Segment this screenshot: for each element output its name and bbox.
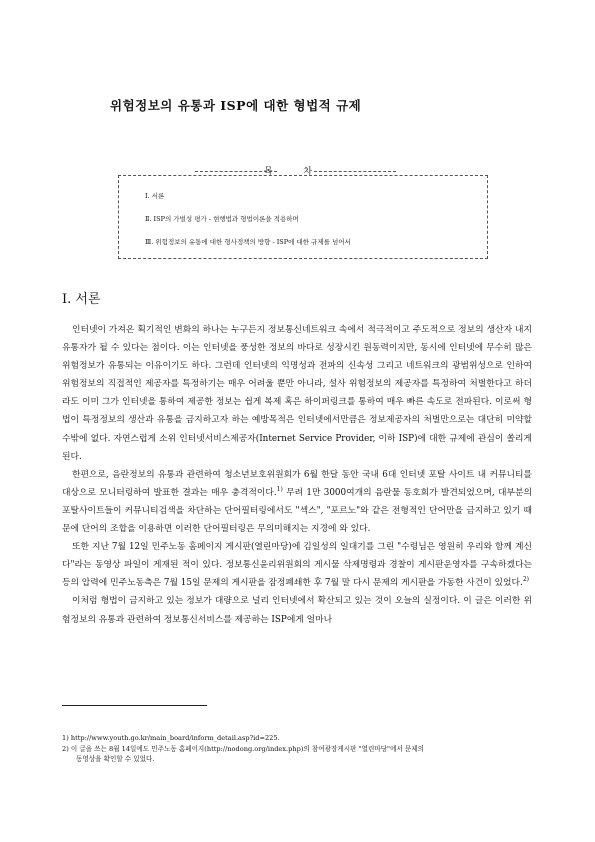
toc-item-3: Ⅲ. 위험정보의 유통에 대한 형사정책의 방향 - ISP에 대한 규제를 넘어서 — [145, 238, 351, 246]
section-heading: Ⅰ. 서론 — [62, 292, 101, 307]
footnote-ref: 2) — [522, 576, 529, 584]
toc-label: 목 차 — [263, 167, 327, 177]
footnote-divider — [62, 705, 207, 706]
paragraph-text: 인터넷이 가져온 획기적인 변화의 하나는 누구든지 정보통신네트워크 속에서 적극적이고 주도적으로 정보의 생산자 내지 유통자가 될 수 있다는 점이다. 이는 인터넷을 풍성한 정보의 바다로 성장시킨 원동력이지만, 동시에 인터넷에 무수히 많은 위험정보가 유통되는 이유이기도 하다. 그런데 인터넷의 익명성과 전파의 신속성 그리고 네트워크의 광범위성으로 인하여 위험정보의 직접적인 제공자를 특정하기는 매우 어려울 뿐만 아니라, 설사 위험정보의 제공자를 특정하여 처벌한다고 하더라도 이미 그가 인터넷을 통하여 제공한 정보는 쉽게 복제 혹은 하이퍼링크를 통하여 매우 빠른 속도로 전파된다. 이로써 형법이 특정정보의 생산과 유통을 금지하고자 하는 예방목적은 인터넷에서만큼은 정보제공자의 처벌만으로는 대단히 미약할 수밖에 없다. 자연스럽게 소위 인터넷서비스제공자(Internet Service Provider, 이하 ISP)에 대한 규제에 관심이 쏠리게 된다. — [62, 325, 532, 462]
paragraph — [62, 466, 532, 538]
paragraph-text: 무려 1만 3000여개의 음란물 동호회가 발견되었으며, 대부분의 포탈사이트들이 커뮤니티검색을 차단하는 단어필터링에서도 "섹스", "포르노"와 같은 전형적인 단어만을 금지하고 있기 때문에 단어의 조합을 이용하면 이러한 단어필터링은 무의미해지는 지경에 와 있다. — [62, 487, 532, 535]
footnote-2-continuation: 동영상을 확인할 수 있었다. — [76, 755, 155, 763]
footnote-2: 2) 이 글을 쓰는 8월 14일에도 민주노동 홈페이지(http://nodong.org/index.php)의 참여광장게시판 "열린마당"에서 문제의 — [62, 744, 425, 753]
paragraph — [62, 321, 532, 466]
toc-item-1: Ⅰ. 서론 — [145, 192, 165, 200]
footnote-ref: 1) — [276, 485, 283, 493]
paragraph-text: 또한 지난 7월 12일 민주노동 홈페이지 게시판(열린마당)에 김일성의 일대기를 그린 "수령님은 영원히 우리와 함께 계신다"라는 동영상 파일이 게재된 적이 있다. 정보통신윤리위원회의 게시물 삭제명령과 경찰이 게시판운영자를 구속하겠다는 등의 압력에 민주노동측은 7월 15일 문제의 게시판을 잠정폐쇄한 후 7월 말 다시 문제의 게시판을 가동한 사건이 있었다. — [62, 542, 532, 589]
toc-item-2: Ⅱ. ISP의 가벌성 평가 - 현행법과 형법이론을 적용하며 — [145, 215, 299, 223]
paragraph-text: 한편으로, 음란정보의 유통과 관련하여 청소년보호위원회가 6월 한달 동안 국내 6대 인터넷 포탈 사이트 내 커뮤니티를 대상으로 모니터링하여 발표한 결과는 매우 충격적이다. — [62, 469, 532, 498]
paragraph — [62, 592, 532, 628]
toc-divider-right — [314, 171, 396, 172]
footnotes — [62, 733, 532, 765]
footnote-1: 1) http://www.youth.go.kr/main_board/inform_detail.asp?id=225. — [62, 734, 280, 742]
body-text — [62, 321, 532, 629]
page-title: 위험정보의 유통과 ISP에 대한 형법적 규제 — [110, 98, 362, 113]
paragraph — [62, 538, 532, 592]
paragraph-text: 이처럼 형법이 금지하고 있는 정보가 대량으로 널리 인터넷에서 확산되고 있는 것이 오늘의 실정이다. 이 글은 이러한 위험정보의 유통과 관련하여 정보통신서비스를 제공하는 ISP에게 얼마나 — [62, 596, 532, 625]
